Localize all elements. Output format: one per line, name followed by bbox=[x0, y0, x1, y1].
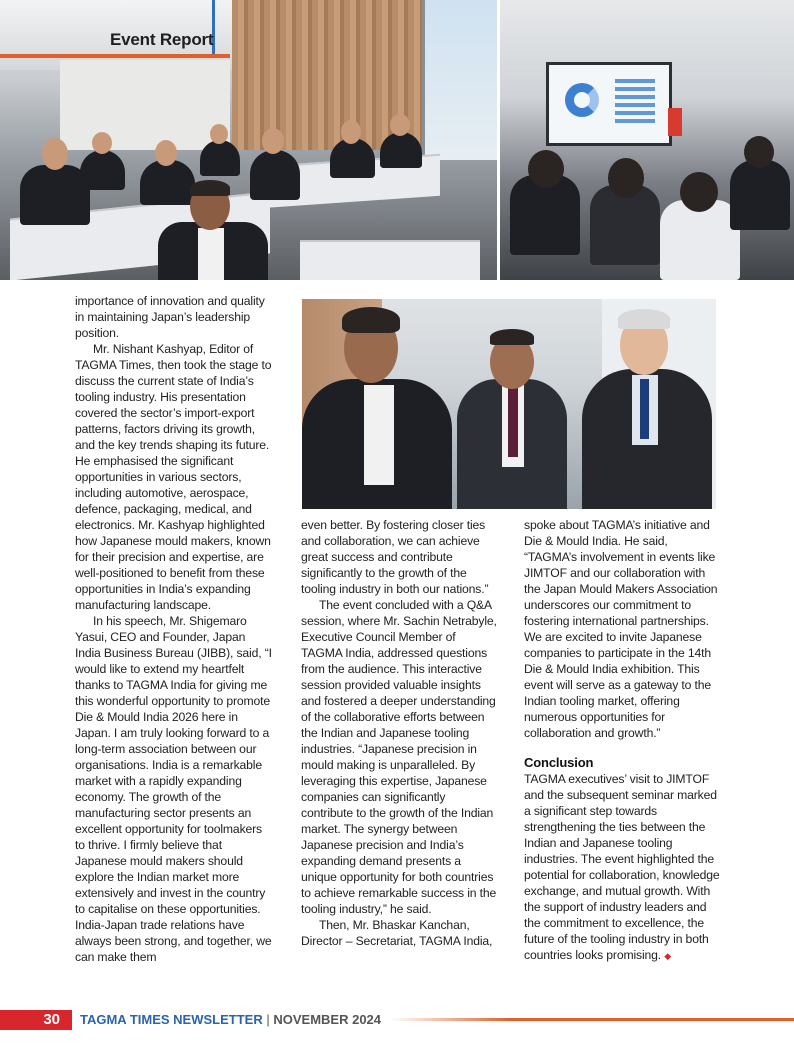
attendee-face bbox=[155, 140, 177, 166]
wall-panel bbox=[60, 60, 230, 150]
tie bbox=[508, 387, 518, 457]
seminar-audience-photo bbox=[0, 0, 497, 280]
attendee-head bbox=[680, 172, 718, 212]
attendee bbox=[80, 150, 125, 190]
attendee-face bbox=[390, 114, 410, 136]
footer-rule bbox=[390, 1018, 794, 1021]
hair bbox=[190, 180, 230, 196]
tie bbox=[640, 379, 649, 439]
article-column-2 bbox=[301, 517, 497, 949]
hair bbox=[342, 307, 400, 333]
attendee-face bbox=[92, 132, 112, 154]
table bbox=[300, 240, 480, 280]
conclusion-paragraph bbox=[524, 771, 720, 964]
paragraph: Mr. Nishant Kashyap, Editor of TAGMA Times, then took the stage to discuss the current state of India’s tooling industry. His presentation covered the sector’s import-export patterns, factors driving its growth, and the key trends shaping its future. He emphasised the significant opportunities in various sectors, including automotive, aerospace, defence, packaging, medical, and electronics. Mr. Kashyap highlighted how Japanese mould makers, known for their precision and expertise, are well-positioned to benefit from these opportunities in India’s expanding manufacturing landscape. bbox=[75, 342, 272, 612]
paragraph: importance of innovation and quality in maintaining Japan’s leadership position. bbox=[75, 294, 265, 340]
window bbox=[422, 0, 497, 160]
attendee-head bbox=[608, 158, 644, 198]
attendee-face bbox=[341, 120, 361, 144]
end-of-article-icon: ◆ bbox=[664, 951, 672, 961]
article-column-3 bbox=[524, 517, 720, 964]
shirt bbox=[198, 228, 224, 280]
attendee-face bbox=[262, 128, 284, 154]
attendee bbox=[660, 200, 740, 280]
page-number: 30 bbox=[0, 1010, 72, 1030]
conclusion-heading: Conclusion bbox=[524, 755, 594, 770]
podium-banner bbox=[668, 108, 682, 136]
attendee-face bbox=[42, 138, 68, 170]
hair bbox=[490, 329, 534, 345]
hair bbox=[618, 309, 670, 329]
paragraph: spoke about TAGMA’s initiative and Die & Mould India. He said, “TAGMA’s involvement in events like JIMTOF and our collaboration with the Japan Mould Makers Association underscores our commitment to fostering international partnerships. We are excited to invite Japanese companies to participate in the 14th Die & Mould India exhibition. This event will serve as a gateway to the Indian tooling market, offering numerous opportunities for collaboration and growth.” bbox=[524, 518, 718, 740]
three-delegates-photo bbox=[302, 299, 716, 509]
issue-date: NOVEMBER 2024 bbox=[273, 1012, 382, 1027]
attendee bbox=[200, 140, 240, 176]
page-footer bbox=[0, 1010, 794, 1032]
section-label: Event Report bbox=[110, 30, 214, 49]
attendee bbox=[250, 150, 300, 200]
shirt bbox=[364, 385, 394, 485]
attendee-head bbox=[744, 136, 774, 168]
attendee bbox=[330, 138, 375, 178]
conclusion-text: TAGMA executives’ visit to JIMTOF and the subsequent seminar marked a significant step towards strengthening the ties between the Indian and Japanese tooling industries. The event highlighted the potential for collaboration, knowledge exchange, and mutual growth. With the support of industry leaders and the commitment to excellence, the future of the tooling industry in both countries looks promising. bbox=[524, 772, 720, 962]
separator: | bbox=[266, 1012, 270, 1027]
paragraph: even better. By fostering closer ties and collaboration, we can achieve great success and contribute significantly to the growth of the tooling industry in both our nations.” bbox=[301, 518, 489, 596]
attendee bbox=[730, 160, 790, 230]
attendee-head bbox=[528, 150, 564, 188]
bar-graphic bbox=[615, 79, 655, 125]
donut-graphic bbox=[565, 83, 599, 117]
paragraph: Then, Mr. Bhaskar Kanchan, Director – Secretariat, TAGMA India, bbox=[301, 918, 493, 948]
article-column-1 bbox=[75, 293, 273, 965]
paragraph: The event concluded with a Q&A session, where Mr. Sachin Netrabyle, Executive Council Member of TAGMA India, addressed questions from the audience. This interactive session provided valuable insights and fostered a deeper understanding of the collaborative efforts between the Indian and Japanese tooling industries. “Japanese precision in mould making is unparalleled. By leveraging this expertise, Japanese companies can significantly contribute to the growth of the Indian market. The synergy between Japanese precision and India’s expanding demand presents a unique opportunity for both countries to achieve remarkable success in the tooling industry,” he said. bbox=[301, 598, 497, 916]
attendee-face bbox=[210, 124, 228, 144]
attendee bbox=[380, 132, 422, 168]
projection-screen bbox=[546, 62, 672, 146]
paragraph: In his speech, Mr. Shigemaro Yasui, CEO and Founder, Japan India Business Bureau (JIBB), said, “I would like to extend my heartfelt thanks to TAGMA India for giving me this wonderful opportunity to promote Die & Mould India 2026 here in Japan. I am truly looking forward to a long-term association between our organisations. India is a remarkable market with a rapidly expanding economy. The growth of the manufacturing sector presents an excellent opportunity for toolmakers to thrive. I firmly believe that Japanese mould makers should explore the Indian market more extensively and invest in the country to capitalise on these opportunities. India-Japan trade relations have always been strong, and together, we can make them bbox=[75, 614, 272, 964]
presentation-screen-photo bbox=[500, 0, 794, 280]
publication-info bbox=[80, 1012, 381, 1028]
attendee bbox=[140, 160, 195, 205]
section-label-underline bbox=[0, 54, 230, 58]
publication-name: TAGMA TIMES NEWSLETTER bbox=[80, 1012, 263, 1027]
